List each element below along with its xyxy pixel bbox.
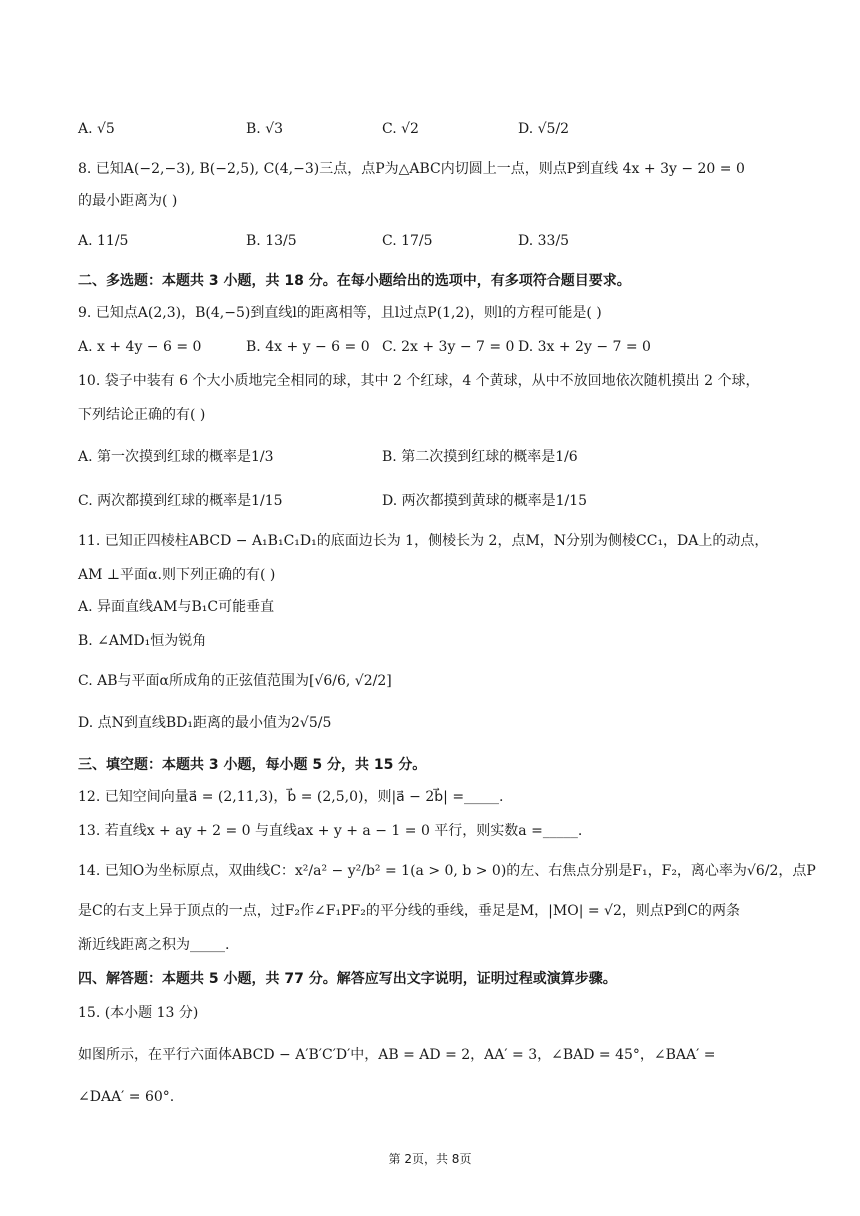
q10-option-d: D. 两次都摸到黄球的概率是1/15	[382, 493, 588, 509]
q9-option-a: A. x + 4y − 6 = 0	[78, 339, 202, 355]
q12-stem: 12. 已知空间向量a⃗ = (2,11,3)，b⃗ = (2,5,0)，则|a⃗ − 2b⃗| =_____.	[78, 789, 504, 805]
q14-line3: 渐近线距离之积为_____.	[78, 937, 230, 953]
q8-stem-line2: 的最小距离为( )	[78, 193, 178, 209]
q14-line2: 是C的右支上异于顶点的一点，过F₂作∠F₁PF₂的平分线的垂线，垂足是M，|MO| = √2，则点P到C的两条	[78, 903, 741, 919]
q8-option-d: D. 33/5	[518, 233, 570, 249]
q10-stem-line1: 10. 袋子中装有 6 个大小质地完全相同的球，其中 2 个红球，4 个黄球，从中不放回地依次随机摸出 2 个球，	[78, 373, 760, 389]
q11-stem-line2: AM ⊥平面α.则下列正确的有( )	[78, 567, 276, 583]
section-heading-multiple-choice: 二、多选题：本题共 3 小题，共 18 分。在每小题给出的选项中，有多项符合题目要求。	[78, 273, 631, 289]
q8-stem-line1: 8. 已知A(−2,−3), B(−2,5), C(4,−3)三点，点P为△ABC内切圆上一点，则点P到直线 4x + 3y − 20 = 0	[78, 161, 745, 177]
q10-stem-line2: 下列结论正确的有( )	[78, 407, 206, 423]
q10-option-c: C. 两次都摸到红球的概率是1/15	[78, 493, 283, 509]
q7-option-d: D. √5/2	[518, 121, 570, 137]
page-footer: 第 2页，共 8页	[388, 1152, 472, 1166]
q15-line1: 如图所示，在平行六面体ABCD − A′B′C′D′中，AB = AD = 2，AA′ = 3，∠BAD = 45°，∠BAA′ =	[78, 1047, 716, 1063]
q9-option-b: B. 4x + y − 6 = 0	[246, 339, 370, 355]
q7-option-c: C. √2	[382, 121, 419, 137]
q15-line2: ∠DAA′ = 60°.	[78, 1089, 175, 1105]
q11-option-c: C. AB与平面α所成角的正弦值范围为[√6/6, √2/2]	[78, 673, 392, 689]
q9-option-d: D. 3x + 2y − 7 = 0	[518, 339, 651, 355]
q11-stem-line1: 11. 已知正四棱柱ABCD − A₁B₁C₁D₁的底面边长为 1，侧棱长为 2，点M，N分别为侧棱CC₁，DA上的动点，	[78, 533, 769, 549]
q9-option-c: C. 2x + 3y − 7 = 0	[382, 339, 515, 355]
q7-option-a: A. √5	[78, 121, 115, 137]
q14-line1: 14. 已知O为坐标原点，双曲线C：x²/a² − y²/b² = 1(a > 0, b > 0)的左、右焦点分别是F₁，F₂，离心率为√6/2，点P	[78, 863, 816, 879]
q10-option-b: B. 第二次摸到红球的概率是1/6	[382, 449, 578, 465]
q9-stem: 9. 已知点A(2,3)，B(4,−5)到直线l的距离相等，且l过点P(1,2)，则l的方程可能是( )	[78, 305, 602, 321]
q11-option-b: B. ∠AMD₁恒为锐角	[78, 633, 207, 649]
q8-option-a: A. 11/5	[78, 233, 129, 249]
q7-option-b: B. √3	[246, 121, 284, 137]
q11-option-a: A. 异面直线AM与B₁C可能垂直	[78, 599, 275, 615]
q11-option-d: D. 点N到直线BD₁距离的最小值为2√5/5	[78, 715, 332, 731]
section-heading-fill-in: 三、填空题：本题共 3 小题，每小题 5 分，共 15 分。	[78, 757, 427, 773]
q15-head: 15. (本小题 13 分)	[78, 1005, 199, 1021]
q8-option-b: B. 13/5	[246, 233, 297, 249]
q8-option-c: C. 17/5	[382, 233, 433, 249]
q13-stem: 13. 若直线x + ay + 2 = 0 与直线ax + y + a − 1 = 0 平行，则实数a =_____.	[78, 823, 583, 839]
section-heading-solutions: 四、解答题：本题共 5 小题，共 77 分。解答应写出文字说明，证明过程或演算步骤。	[78, 971, 617, 987]
q10-option-a: A. 第一次摸到红球的概率是1/3	[78, 449, 274, 465]
